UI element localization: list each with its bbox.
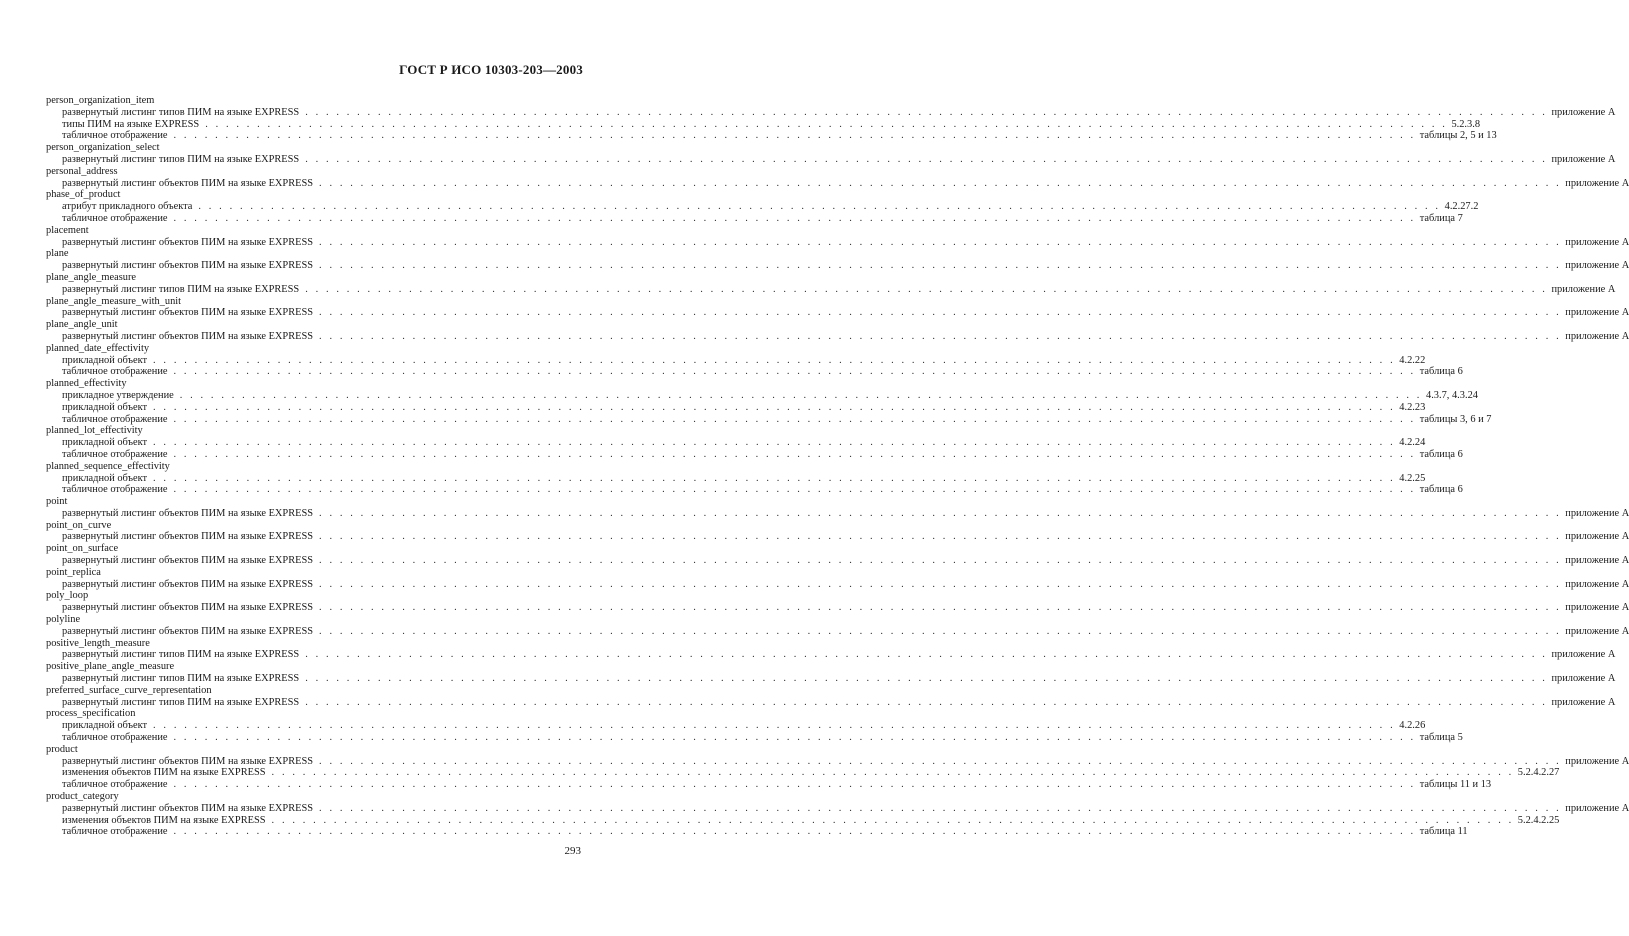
index-entry-reference: 5.2.4.2.27 <box>1517 767 1560 779</box>
index-entry-reference: 4.2.22 <box>1399 354 1426 366</box>
index-entry-reference: приложение А <box>1551 649 1616 661</box>
index-entry-label: прикладной объект <box>62 472 148 484</box>
dot-leader: . . . . . . . . . . . . . . . . . . . . . . . . . . . . . . . . . . . . . . . . . . . . . . . . . . . . . . . . . . . . . . . . . . . . . . . . . . . . . . . . . . . . . . . . . . . . . . . . . . . . . . . . . . . . . . . . . . . . . . . . <box>305 106 1548 118</box>
index-term: plane_angle_measure <box>46 271 137 283</box>
dot-leader: . . . . . . . . . . . . . . . . . . . . . . . . . . . . . . . . . . . . . . . . . . . . . . . . . . . . . . . . . . . . . . . . . . . . . . . . . . . . . . . . . . . . . . . . . . . . . . . . . . . . . . . . . . . . . . . . . . . . . . . . <box>319 578 1562 590</box>
index-entry-label: прикладной объект <box>62 437 148 449</box>
index-entry-reference: приложение А <box>1565 555 1629 567</box>
index-entry-reference: таблица 7 <box>1419 212 1463 224</box>
index-entry-reference: приложение А <box>1565 802 1629 814</box>
index-entry <box>46 260 1629 272</box>
index-entry-reference: 4.2.27.2 <box>1444 201 1479 213</box>
index-entry <box>46 106 1616 119</box>
index-entry <box>46 507 1629 520</box>
index-entry-label: табличное отображение <box>62 826 168 838</box>
index-term: phase_of_product <box>46 189 121 201</box>
dot-leader: . . . . . . . . . . . . . . . . . . . . . . . . . . . . . . . . . . . . . . . . . . . . . . . . . . . . . . . . . . . . . . . . . . . . . . . . . . . . . . . . . . . . . . . . . . . . . . . . . . . . . . . . . . . . . . . . . . . . . . . . <box>319 602 1562 614</box>
index-term: placement <box>46 224 89 236</box>
index-entry-label: развернутый листинг объектов ПИМ на языке EXPRESS <box>62 260 314 272</box>
index-entry-label: развернутый листинг типов ПИМ на языке EXPRESS <box>62 649 300 661</box>
index-entry-reference: 5.2.4.2.25 <box>1517 814 1560 826</box>
document-header-title: ГОСТ Р ИСО 10303-203—2003 <box>399 62 583 77</box>
index-entry <box>46 118 1481 131</box>
index-entry-reference: приложение А <box>1565 330 1629 342</box>
index-entry-label: развернутый листинг типов ПИМ на языке EXPRESS <box>62 696 300 708</box>
dot-leader: . . . . . . . . . . . . . . . . . . . . . . . . . . . . . . . . . . . . . . . . . . . . . . . . . . . . . . . . . . . . . . . . . . . . . . . . . . . . . . . . . . . . . . . . . . . . . . . . . . . . . . . . . . . . . . . . . . . . . . . . <box>179 389 1422 401</box>
dot-leader: . . . . . . . . . . . . . . . . . . . . . . . . . . . . . . . . . . . . . . . . . . . . . . . . . . . . . . . . . . . . . . . . . . . . . . . . . . . . . . . . . . . . . . . . . . . . . . . . . . . . . . . . . . . . . . . . . . . . . . . . <box>319 755 1562 767</box>
dot-leader: . . . . . . . . . . . . . . . . . . . . . . . . . . . . . . . . . . . . . . . . . . . . . . . . . . . . . . . . . . . . . . . . . . . . . . . . . . . . . . . . . . . . . . . . . . . . . . . . . . . . . . . . . . . . . . . . . . . . . . . . <box>319 625 1562 637</box>
index-entry-reference: 4.2.23 <box>1399 401 1426 413</box>
index-entry-label: развернутый листинг объектов ПИМ на языке EXPRESS <box>62 236 314 248</box>
dot-leader: . . . . . . . . . . . . . . . . . . . . . . . . . . . . . . . . . . . . . . . . . . . . . . . . . . . . . . . . . . . . . . . . . . . . . . . . . . . . . . . . . . . . . . . . . . . . . . . . . . . . . . . . . . . . . . . . . . . . . . . . <box>319 555 1562 567</box>
index-entry <box>46 201 1479 213</box>
index-entry-label: развернутый листинг объектов ПИМ на языке EXPRESS <box>62 578 314 590</box>
index-entry <box>46 625 1629 638</box>
index-entry-label: развернутый листинг объектов ПИМ на языке EXPRESS <box>62 602 314 614</box>
index-entry <box>46 720 1426 732</box>
index-entry-label: типы ПИМ на языке EXPRESS <box>62 118 200 130</box>
subject-index <box>46 95 1629 838</box>
index-entry-reference: таблица 6 <box>1419 366 1463 378</box>
index-entry-reference: приложение А <box>1565 755 1629 767</box>
dot-leader: . . . . . . . . . . . . . . . . . . . . . . . . . . . . . . . . . . . . . . . . . . . . . . . . . . . . . . . . . . . . . . . . . . . . . . . . . . . . . . . . . . . . . . . . . . . . . . . . . . . . . . . . . . . . . . . . . . . . . . . . <box>173 779 1416 791</box>
dot-leader: . . . . . . . . . . . . . . . . . . . . . . . . . . . . . . . . . . . . . . . . . . . . . . . . . . . . . . . . . . . . . . . . . . . . . . . . . . . . . . . . . . . . . . . . . . . . . . . . . . . . . . . . . . . . . . . . . . . . . . . . <box>153 354 1396 366</box>
dot-leader: . . . . . . . . . . . . . . . . . . . . . . . . . . . . . . . . . . . . . . . . . . . . . . . . . . . . . . . . . . . . . . . . . . . . . . . . . . . . . . . . . . . . . . . . . . . . . . . . . . . . . . . . . . . . . . . . . . . . . . . . <box>305 649 1548 661</box>
index-entry-label: прикладное утверждение <box>62 389 174 401</box>
index-entry-reference: приложение А <box>1565 236 1629 248</box>
index-entry-reference: таблицы 2, 5 и 13 <box>1419 130 1497 142</box>
index-entry <box>46 696 1616 709</box>
index-term: person_organization_item <box>46 95 155 106</box>
index-entry-label: изменения объектов ПИМ на языке EXPRESS <box>62 767 266 779</box>
index-entry-reference: 4.2.24 <box>1399 437 1426 449</box>
index-entry-reference: приложение А <box>1565 260 1629 272</box>
index-term: plane_angle_measure_with_unit <box>46 295 182 307</box>
index-entry-reference: приложение А <box>1565 307 1629 319</box>
index-entry <box>46 755 1629 768</box>
index-entry <box>46 212 1463 225</box>
dot-leader: . . . . . . . . . . . . . . . . . . . . . . . . . . . . . . . . . . . . . . . . . . . . . . . . . . . . . . . . . . . . . . . . . . . . . . . . . . . . . . . . . . . . . . . . . . . . . . . . . . . . . . . . . . . . . . . . . . . . . . . . <box>319 330 1562 342</box>
index-entry <box>46 649 1616 661</box>
index-entry <box>46 177 1629 190</box>
index-term: process_specification <box>46 708 136 720</box>
index-term: positive_plane_angle_measure <box>46 661 175 673</box>
index-entry <box>46 732 1463 744</box>
dot-leader: . . . . . . . . . . . . . . . . . . . . . . . . . . . . . . . . . . . . . . . . . . . . . . . . . . . . . . . . . . . . . . . . . . . . . . . . . . . . . . . . . . . . . . . . . . . . . . . . . . . . . . . . . . . . . . . . . . . . . . . . <box>305 283 1548 295</box>
index-entry-reference: таблица 11 <box>1419 826 1468 838</box>
index-term: product_category <box>46 791 119 803</box>
index-term: planned_effectivity <box>46 378 127 390</box>
index-entry-label: табличное отображение <box>62 779 168 791</box>
index-entry <box>46 578 1629 591</box>
index-entry <box>46 673 1616 685</box>
index-entry <box>46 401 1426 414</box>
dot-leader: . . . . . . . . . . . . . . . . . . . . . . . . . . . . . . . . . . . . . . . . . . . . . . . . . . . . . . . . . . . . . . . . . . . . . . . . . . . . . . . . . . . . . . . . . . . . . . . . . . . . . . . . . . . . . . . . . . . . . . . . <box>173 366 1416 378</box>
dot-leader: . . . . . . . . . . . . . . . . . . . . . . . . . . . . . . . . . . . . . . . . . . . . . . . . . . . . . . . . . . . . . . . . . . . . . . . . . . . . . . . . . . . . . . . . . . . . . . . . . . . . . . . . . . . . . . . . . . . . . . . . <box>173 484 1416 496</box>
index-entry-label: развернутый листинг объектов ПИМ на языке EXPRESS <box>62 625 314 637</box>
index-entry-reference: 4.2.26 <box>1399 720 1426 732</box>
dot-leader: . . . . . . . . . . . . . . . . . . . . . . . . . . . . . . . . . . . . . . . . . . . . . . . . . . . . . . . . . . . . . . . . . . . . . . . . . . . . . . . . . . . . . . . . . . . . . . . . . . . . . . . . . . . . . . . . . . . . . . . . <box>153 401 1396 413</box>
index-entry <box>46 130 1497 142</box>
dot-leader: . . . . . . . . . . . . . . . . . . . . . . . . . . . . . . . . . . . . . . . . . . . . . . . . . . . . . . . . . . . . . . . . . . . . . . . . . . . . . . . . . . . . . . . . . . . . . . . . . . . . . . . . . . . . . . . . . . . . . . . . <box>319 507 1562 519</box>
index-entry <box>46 472 1426 485</box>
dot-leader: . . . . . . . . . . . . . . . . . . . . . . . . . . . . . . . . . . . . . . . . . . . . . . . . . . . . . . . . . . . . . . . . . . . . . . . . . . . . . . . . . . . . . . . . . . . . . . . . . . . . . . . . . . . . . . . . . . . . . . . . <box>153 720 1396 732</box>
index-entry <box>46 767 1560 779</box>
index-entry <box>46 330 1629 343</box>
index-entry-label: табличное отображение <box>62 448 168 460</box>
index-entry <box>46 802 1629 815</box>
dot-leader: . . . . . . . . . . . . . . . . . . . . . . . . . . . . . . . . . . . . . . . . . . . . . . . . . . . . . . . . . . . . . . . . . . . . . . . . . . . . . . . . . . . . . . . . . . . . . . . . . . . . . . . . . . . . . . . . . . . . . . . . <box>173 212 1416 224</box>
dot-leader: . . . . . . . . . . . . . . . . . . . . . . . . . . . . . . . . . . . . . . . . . . . . . . . . . . . . . . . . . . . . . . . . . . . . . . . . . . . . . . . . . . . . . . . . . . . . . . . . . . . . . . . . . . . . . . . . . . . . . . . . <box>173 413 1416 425</box>
index-entry-reference: приложение А <box>1565 602 1629 614</box>
index-term: polyline <box>46 614 81 626</box>
index-entry-label: развернутый листинг объектов ПИМ на языке EXPRESS <box>62 330 314 342</box>
dot-leader: . . . . . . . . . . . . . . . . . . . . . . . . . . . . . . . . . . . . . . . . . . . . . . . . . . . . . . . . . . . . . . . . . . . . . . . . . . . . . . . . . . . . . . . . . . . . . . . . . . . . . . . . . . . . . . . . . . . . . . . . <box>173 826 1416 838</box>
index-entry <box>46 307 1629 319</box>
index-term: product <box>46 743 78 755</box>
index-term: plane_angle_unit <box>46 319 118 331</box>
index-entry-label: развернутый листинг объектов ПИМ на языке EXPRESS <box>62 755 314 767</box>
index-entry-label: табличное отображение <box>62 130 168 142</box>
index-entry-reference: приложение А <box>1565 531 1629 543</box>
index-entry <box>46 602 1629 614</box>
index-entry-reference: приложение А <box>1565 177 1629 189</box>
dot-leader: . . . . . . . . . . . . . . . . . . . . . . . . . . . . . . . . . . . . . . . . . . . . . . . . . . . . . . . . . . . . . . . . . . . . . . . . . . . . . . . . . . . . . . . . . . . . . . . . . . . . . . . . . . . . . . . . . . . . . . . . <box>173 130 1416 142</box>
index-entry <box>46 153 1616 166</box>
index-term: person_organization_select <box>46 142 160 154</box>
index-entry-label: развернутый листинг объектов ПИМ на языке EXPRESS <box>62 307 314 319</box>
index-term: point_on_surface <box>46 543 119 555</box>
index-entry-reference: приложение А <box>1551 673 1616 685</box>
index-entry <box>46 826 1468 838</box>
index-entry <box>46 484 1463 496</box>
dot-leader: . . . . . . . . . . . . . . . . . . . . . . . . . . . . . . . . . . . . . . . . . . . . . . . . . . . . . . . . . . . . . . . . . . . . . . . . . . . . . . . . . . . . . . . . . . . . . . . . . . . . . . . . . . . . . . . . . . . . . . . . <box>271 814 1514 826</box>
index-entry-label: развернутый листинг объектов ПИМ на языке EXPRESS <box>62 555 314 567</box>
dot-leader: . . . . . . . . . . . . . . . . . . . . . . . . . . . . . . . . . . . . . . . . . . . . . . . . . . . . . . . . . . . . . . . . . . . . . . . . . . . . . . . . . . . . . . . . . . . . . . . . . . . . . . . . . . . . . . . . . . . . . . . . <box>205 118 1448 130</box>
dot-leader: . . . . . . . . . . . . . . . . . . . . . . . . . . . . . . . . . . . . . . . . . . . . . . . . . . . . . . . . . . . . . . . . . . . . . . . . . . . . . . . . . . . . . . . . . . . . . . . . . . . . . . . . . . . . . . . . . . . . . . . . <box>305 153 1548 165</box>
index-entry-reference: приложение А <box>1565 625 1629 637</box>
index-entry-label: развернутый листинг типов ПИМ на языке EXPRESS <box>62 106 300 118</box>
dot-leader: . . . . . . . . . . . . . . . . . . . . . . . . . . . . . . . . . . . . . . . . . . . . . . . . . . . . . . . . . . . . . . . . . . . . . . . . . . . . . . . . . . . . . . . . . . . . . . . . . . . . . . . . . . . . . . . . . . . . . . . . <box>198 201 1441 213</box>
index-entry <box>46 448 1463 461</box>
index-term: point_on_curve <box>46 519 112 531</box>
index-term: poly_loop <box>46 590 89 602</box>
index-entry <box>46 389 1478 402</box>
index-entry <box>46 354 1426 367</box>
index-entry-label: атрибут прикладного объекта <box>62 201 193 213</box>
index-entry-label: табличное отображение <box>62 413 168 425</box>
index-entry-reference: приложение А <box>1565 578 1629 590</box>
index-entry-reference: приложение А <box>1551 106 1616 118</box>
index-entry-label: табличное отображение <box>62 212 168 224</box>
index-term: positive_length_measure <box>46 637 150 649</box>
index-entry-label: табличное отображение <box>62 366 168 378</box>
index-entry-label: развернутый листинг объектов ПИМ на языке EXPRESS <box>62 507 314 519</box>
dot-leader: . . . . . . . . . . . . . . . . . . . . . . . . . . . . . . . . . . . . . . . . . . . . . . . . . . . . . . . . . . . . . . . . . . . . . . . . . . . . . . . . . . . . . . . . . . . . . . . . . . . . . . . . . . . . . . . . . . . . . . . . <box>319 236 1562 248</box>
page-number: 293 <box>564 845 581 857</box>
index-entry-label: прикладной объект <box>62 401 148 413</box>
index-entry <box>46 366 1463 378</box>
index-entry <box>46 555 1629 567</box>
index-term: planned_date_effectivity <box>46 342 150 354</box>
dot-leader: . . . . . . . . . . . . . . . . . . . . . . . . . . . . . . . . . . . . . . . . . . . . . . . . . . . . . . . . . . . . . . . . . . . . . . . . . . . . . . . . . . . . . . . . . . . . . . . . . . . . . . . . . . . . . . . . . . . . . . . . <box>305 673 1548 685</box>
dot-leader: . . . . . . . . . . . . . . . . . . . . . . . . . . . . . . . . . . . . . . . . . . . . . . . . . . . . . . . . . . . . . . . . . . . . . . . . . . . . . . . . . . . . . . . . . . . . . . . . . . . . . . . . . . . . . . . . . . . . . . . . <box>173 448 1416 460</box>
index-entry-label: развернутый листинг типов ПИМ на языке EXPRESS <box>62 673 300 685</box>
index-entry-reference: таблица 6 <box>1419 448 1463 460</box>
index-term: point_replica <box>46 566 101 578</box>
index-entry-reference: таблицы 3, 6 и 7 <box>1419 413 1492 425</box>
index-entry-reference: приложение А <box>1551 153 1616 165</box>
index-entry-reference: 4.3.7, 4.3.24 <box>1426 389 1478 401</box>
index-entry-reference: приложение А <box>1565 507 1629 519</box>
dot-leader: . . . . . . . . . . . . . . . . . . . . . . . . . . . . . . . . . . . . . . . . . . . . . . . . . . . . . . . . . . . . . . . . . . . . . . . . . . . . . . . . . . . . . . . . . . . . . . . . . . . . . . . . . . . . . . . . . . . . . . . . <box>319 260 1562 272</box>
dot-leader: . . . . . . . . . . . . . . . . . . . . . . . . . . . . . . . . . . . . . . . . . . . . . . . . . . . . . . . . . . . . . . . . . . . . . . . . . . . . . . . . . . . . . . . . . . . . . . . . . . . . . . . . . . . . . . . . . . . . . . . . <box>153 437 1396 449</box>
index-term: personal_address <box>46 165 118 177</box>
index-entry-label: прикладной объект <box>62 354 148 366</box>
index-entry-reference: 5.2.3.8 <box>1451 118 1481 130</box>
index-entry <box>46 779 1492 791</box>
index-entry-reference: приложение А <box>1551 696 1616 708</box>
index-entry-reference: приложение А <box>1551 283 1616 295</box>
index-entry-label: прикладной объект <box>62 720 148 732</box>
index-term: plane <box>46 248 69 260</box>
dot-leader: . . . . . . . . . . . . . . . . . . . . . . . . . . . . . . . . . . . . . . . . . . . . . . . . . . . . . . . . . . . . . . . . . . . . . . . . . . . . . . . . . . . . . . . . . . . . . . . . . . . . . . . . . . . . . . . . . . . . . . . . <box>319 307 1562 319</box>
index-term: point <box>46 496 68 508</box>
index-entry-reference: таблица 5 <box>1419 732 1463 744</box>
index-entry <box>46 236 1629 249</box>
index-term: preferred_surface_curve_representation <box>46 684 212 696</box>
dot-leader: . . . . . . . . . . . . . . . . . . . . . . . . . . . . . . . . . . . . . . . . . . . . . . . . . . . . . . . . . . . . . . . . . . . . . . . . . . . . . . . . . . . . . . . . . . . . . . . . . . . . . . . . . . . . . . . . . . . . . . . . <box>305 696 1548 708</box>
index-entry-label: табличное отображение <box>62 732 168 744</box>
index-entry-label: развернутый листинг объектов ПИМ на языке EXPRESS <box>62 531 314 543</box>
index-entry-label: развернутый листинг объектов ПИМ на языке EXPRESS <box>62 177 314 189</box>
index-entry-label: изменения объектов ПИМ на языке EXPRESS <box>62 814 266 826</box>
index-entry-reference: 4.2.25 <box>1399 472 1426 484</box>
index-entry <box>46 437 1426 449</box>
dot-leader: . . . . . . . . . . . . . . . . . . . . . . . . . . . . . . . . . . . . . . . . . . . . . . . . . . . . . . . . . . . . . . . . . . . . . . . . . . . . . . . . . . . . . . . . . . . . . . . . . . . . . . . . . . . . . . . . . . . . . . . . <box>173 732 1416 744</box>
index-term: planned_lot_effectivity <box>46 425 143 437</box>
dot-leader: . . . . . . . . . . . . . . . . . . . . . . . . . . . . . . . . . . . . . . . . . . . . . . . . . . . . . . . . . . . . . . . . . . . . . . . . . . . . . . . . . . . . . . . . . . . . . . . . . . . . . . . . . . . . . . . . . . . . . . . . <box>319 531 1562 543</box>
index-entry-label: развернутый листинг типов ПИМ на языке EXPRESS <box>62 283 300 295</box>
index-entry <box>46 814 1560 827</box>
index-term: planned_sequence_effectivity <box>46 460 170 472</box>
index-entry-label: развернутый листинг объектов ПИМ на языке EXPRESS <box>62 802 314 814</box>
dot-leader: . . . . . . . . . . . . . . . . . . . . . . . . . . . . . . . . . . . . . . . . . . . . . . . . . . . . . . . . . . . . . . . . . . . . . . . . . . . . . . . . . . . . . . . . . . . . . . . . . . . . . . . . . . . . . . . . . . . . . . . . <box>153 472 1396 484</box>
index-entry <box>46 413 1492 426</box>
index-entry-label: развернутый листинг типов ПИМ на языке EXPRESS <box>62 153 300 165</box>
index-entry-label: табличное отображение <box>62 484 168 496</box>
dot-leader: . . . . . . . . . . . . . . . . . . . . . . . . . . . . . . . . . . . . . . . . . . . . . . . . . . . . . . . . . . . . . . . . . . . . . . . . . . . . . . . . . . . . . . . . . . . . . . . . . . . . . . . . . . . . . . . . . . . . . . . . <box>271 767 1514 779</box>
dot-leader: . . . . . . . . . . . . . . . . . . . . . . . . . . . . . . . . . . . . . . . . . . . . . . . . . . . . . . . . . . . . . . . . . . . . . . . . . . . . . . . . . . . . . . . . . . . . . . . . . . . . . . . . . . . . . . . . . . . . . . . . <box>319 177 1562 189</box>
index-entry-reference: таблица 6 <box>1419 484 1463 496</box>
index-entry-reference: таблицы 11 и 13 <box>1419 779 1492 791</box>
index-entry <box>46 531 1629 543</box>
index-entry <box>46 283 1616 296</box>
dot-leader: . . . . . . . . . . . . . . . . . . . . . . . . . . . . . . . . . . . . . . . . . . . . . . . . . . . . . . . . . . . . . . . . . . . . . . . . . . . . . . . . . . . . . . . . . . . . . . . . . . . . . . . . . . . . . . . . . . . . . . . . <box>319 802 1562 814</box>
